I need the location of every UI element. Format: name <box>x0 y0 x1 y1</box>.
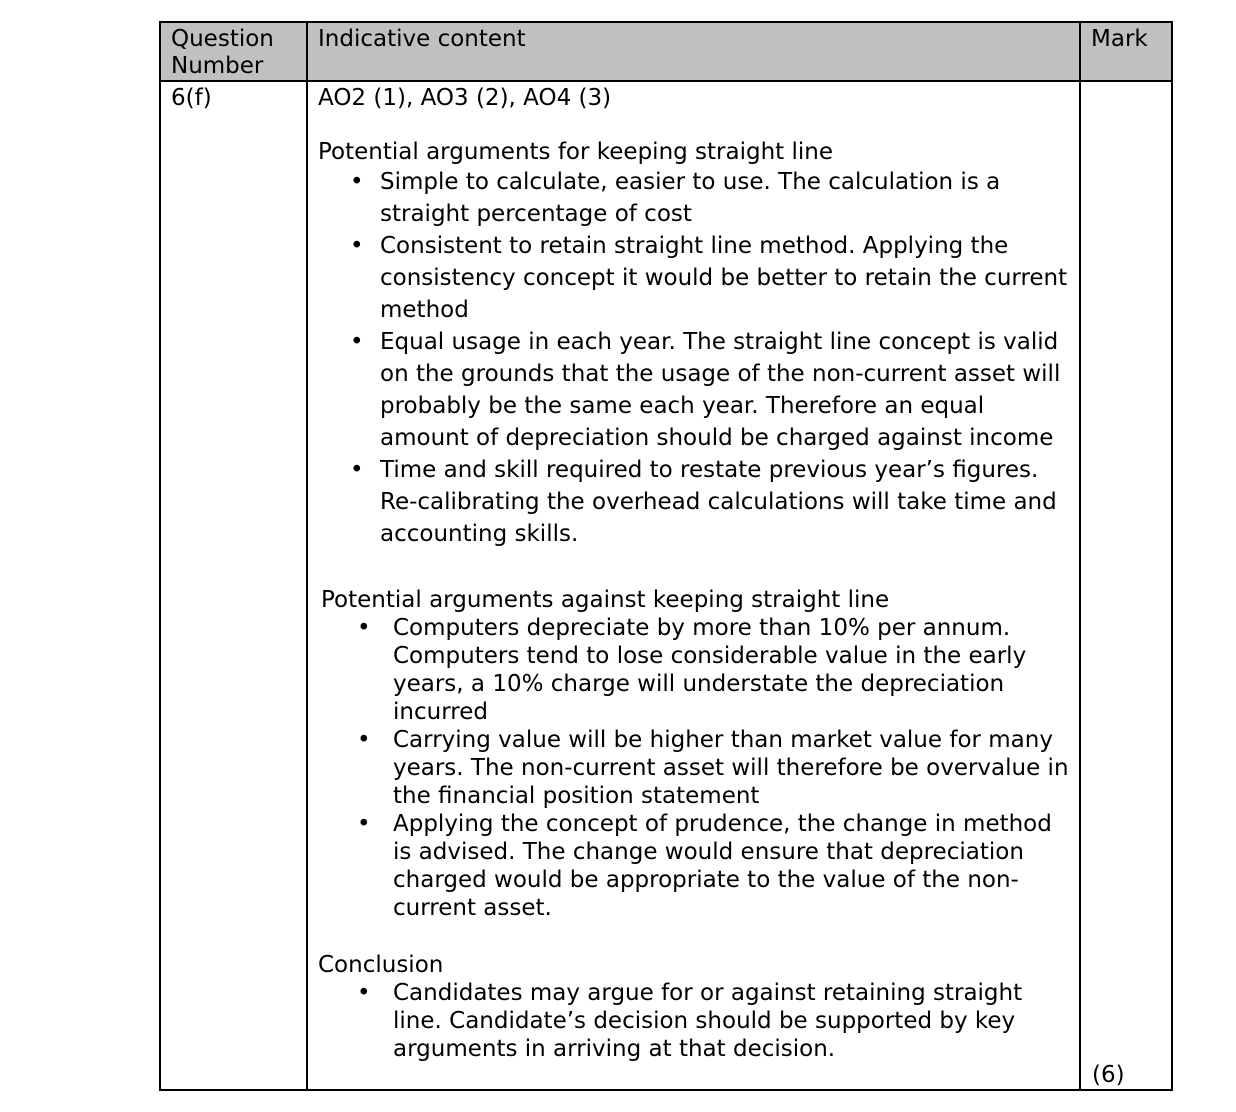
indicative-content <box>307 81 1080 1090</box>
arguments-for-list <box>318 166 1073 550</box>
bullet-icon: • <box>357 615 371 641</box>
list-item <box>321 614 1073 726</box>
arguments-against-heading: Potential arguments against keeping straight line <box>321 587 890 613</box>
list-item-text: Candidates may argue for or against retaining straight line. Candidate’s decision should be supported by key arguments in arriving at that decision. <box>393 980 1023 1062</box>
bullet-icon: • <box>350 457 364 483</box>
arguments-against-list <box>321 614 1073 922</box>
list-item-text: Consistent to retain straight line method. Applying the consistency concept it would be better to retain the current method <box>380 233 1068 323</box>
bullet-icon: • <box>357 811 371 837</box>
mark-cell <box>1080 81 1172 1090</box>
list-item-text: Time and skill required to restate previous year’s figures. Re-calibrating the overhead calculations will take time and accounting skills. <box>380 457 1057 547</box>
bullet-icon: • <box>350 329 364 355</box>
question-number-header: Question Number <box>160 22 307 81</box>
list-item-text: Applying the concept of prudence, the change in method is advised. The change would ensure that depreciation charged would be appropriate to the value of the non-current asset. <box>393 811 1052 921</box>
mark-header: Mark <box>1080 22 1172 81</box>
list-item <box>318 326 1073 454</box>
conclusion-list <box>318 979 1073 1063</box>
assessment-objectives: AO2 (1), AO3 (2), AO4 (3) <box>318 85 612 111</box>
bullet-icon: • <box>350 169 364 195</box>
list-item-text: Carrying value will be higher than market value for many years. The non-current asset will therefore be overvalue in the financial position statement <box>393 727 1069 809</box>
indicative-content-header: Indicative content <box>307 22 1080 81</box>
mark-scheme-table <box>159 21 1173 1091</box>
arguments-against-section <box>321 586 1073 922</box>
arguments-for-heading: Potential arguments for keeping straight line <box>318 139 834 165</box>
list-item-text: Equal usage in each year. The straight line concept is valid on the grounds that the usage of the non-current asset will probably be the same each year. Therefore an equal amount of depreciation should be charged against income <box>380 329 1061 451</box>
list-item <box>318 166 1073 230</box>
question-number: 6(f) <box>160 81 307 1090</box>
list-item <box>318 979 1073 1063</box>
header-row <box>160 22 1172 81</box>
bullet-icon: • <box>357 980 371 1006</box>
list-item <box>321 810 1073 922</box>
bullet-icon: • <box>357 727 371 753</box>
conclusion-section <box>318 951 1073 1063</box>
list-item <box>321 726 1073 810</box>
list-item <box>318 230 1073 326</box>
arguments-for-section <box>318 138 1073 550</box>
list-item-text: Computers depreciate by more than 10% per annum. Computers tend to lose considerable value in the early years, a 10% charge will understate the depreciation incurred <box>393 615 1027 725</box>
list-item <box>318 454 1073 550</box>
list-item-text: Simple to calculate, easier to use. The calculation is a straight percentage of cost <box>380 169 1001 227</box>
mark-value: (6) <box>1092 1062 1125 1088</box>
conclusion-heading: Conclusion <box>318 952 444 978</box>
bullet-icon: • <box>350 233 364 259</box>
question-row <box>160 81 1172 1090</box>
